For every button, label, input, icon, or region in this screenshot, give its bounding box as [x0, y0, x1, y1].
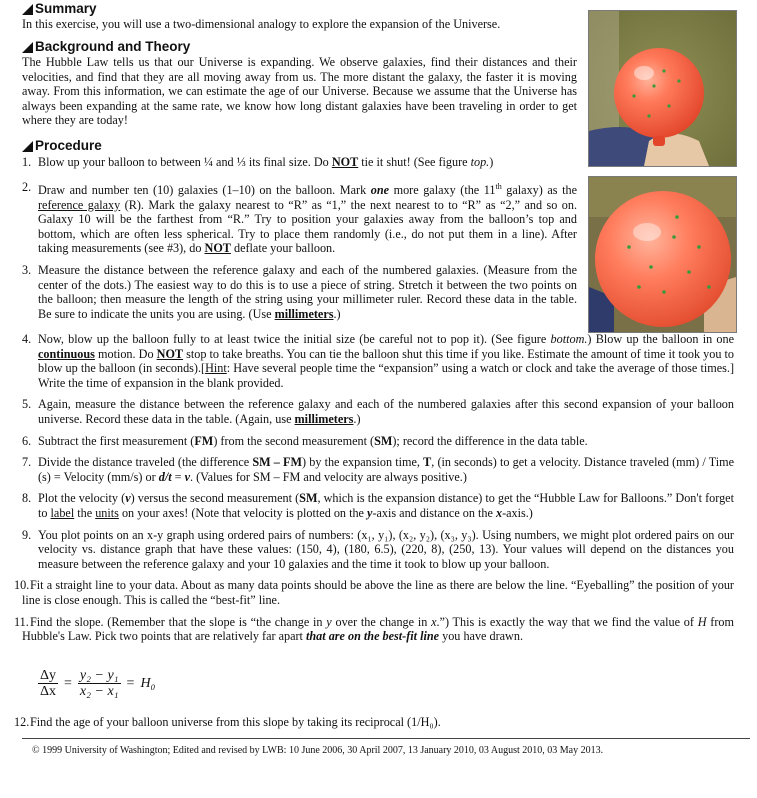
balloon-large-image — [589, 177, 736, 332]
triangle-bullet-icon — [22, 42, 33, 53]
footer-copyright: © 1999 University of Washington; Edited and revised by LWB: 10 June 2006, 30 April 2007, 13 January 2010, 03 August 2010, 03 May 2013. — [32, 745, 604, 756]
background-text: The Hubble Law tells us that our Universe is expanding. We observe galaxies, find their distances and their velocities, and find that they are all moving away from us. The more distant the galaxy, the faster it is moving away. From this information, we can estimate the age of our Universe. Because we assume that the Universe has always been expanding at the same rate, we know how long distant galaxies have been traveling in order to get where they are today! — [22, 55, 577, 128]
summary-section — [22, 1, 577, 32]
procedure-steps-bottom — [14, 332, 735, 644]
procedure-step-10: 10.Fit a straight line to your data. About as many data points should be above the line as there are below the line. “Eyeballing” the position of your line is close enough. This is called the “best-fit” line. — [14, 578, 734, 607]
procedure-step-9: 9. You plot points on an x-y graph using ordered pairs of numbers: (x₁, y₁), (x₂, y₂), (x₃, y₃). Using numbers, we might plot ordered pairs on our velocity vs. distance graph that have these values: (150, 4), (180, 6.5), (220, 8), (250, 13). Your values will depend on the distances you measure between the reference galaxy and your 10 galaxies and the time it took to blow up your balloon. — [22, 527, 734, 571]
procedure-step-7: 7. Divide the distance traveled (the difference SM – FM) by the expansion time, T, (in seconds) to get a velocity. Distance traveled (mm) / Time (s) = Velocity (mm/s) or d/t = v. (Values for SM – FM and velocity are always positive.) — [22, 455, 734, 484]
procedure-steps-3 — [22, 263, 577, 321]
procedure-step-11: 11.Find the slope. (Remember that the slope is “the change in y over the change in x.”) This is exactly the way that we find the value of H from Hubble's Law. Pick two points that are relatively far apart that are on the best-fit line you have drawn. — [14, 614, 734, 644]
summary-heading: Summary — [22, 1, 577, 17]
footer-divider — [22, 738, 750, 739]
balloon-small-image — [589, 11, 736, 166]
procedure-step-8: 8. Plot the velocity (v) versus the second measurement (SM, which is the expansion distance) to get the “Hubble Law for Balloons.” Don't forget to label the units on your axes! (Note that velocity is plotted on the y-axis and distance on the x-axis.) — [22, 491, 734, 520]
procedure-step-5: 5. Again, measure the distance between the reference galaxy and each of the numbered galaxies after this second expansion of your balloon universe. Record these data in the table. (Again, use millimeters.) — [22, 397, 734, 426]
procedure-section — [22, 138, 577, 154]
delta-fraction: $\frac{\Delta y}{\Delta x}$ — [40, 668, 57, 699]
procedure-step-2: 2. Draw and number ten (10) galaxies (1–10) on the balloon. Mark one more galaxy (the 11th galaxy) as the reference galaxy (R). Mark the galaxy nearest to “R” as “1,” the next nearest to to “R” as “2,” and so on. Galaxy 10 will be the farthest from “R.” Try to position your galaxies away from the balloon’s top and bottom, which are often less spherical. Try to place them randomly (i.e., do not put them in a line). After taking measurements (see #3), do NOT deflate your balloon. — [22, 180, 578, 256]
hubble-constant: H₀ — [140, 676, 156, 691]
triangle-bullet-icon — [22, 4, 33, 15]
balloon-photo-bottom — [588, 176, 737, 333]
points-fraction: $\frac{\text{y₂ − y₁}}{\text{x₂ − x₁}}$ — [79, 668, 119, 699]
procedure-step-1: 1. Blow up your balloon to between ¼ and ⅓ its final size. Do NOT tie it shut! (See figure top.) — [22, 155, 494, 169]
summary-text: In this exercise, you will use a two-dimensional analogy to explore the expansion of the Universe. — [22, 17, 501, 31]
procedure-step-6: 6. Subtract the first measurement (FM) from the second measurement (SM); record the difference in the data table. — [22, 433, 588, 448]
background-section — [22, 39, 577, 128]
procedure-steps-top — [22, 155, 577, 170]
procedure-steps-last — [14, 715, 734, 730]
procedure-step-12: 12.Find the age of your balloon universe from this slope by taking its reciprocal (1/H₀). — [14, 715, 441, 729]
procedure-step-3: 3. Measure the distance between the reference galaxy and each of the numbered galaxies. (Measure from the center of the dots.) The easiest way to do this is to use a piece of string. Stretch it between the two points on the balloon; then measure the length of the string using your millimeter ruler. Record these data in the table. Be sure to indicate the units you are using. (Use millimeters.) — [22, 263, 577, 321]
background-heading: Background and Theory — [22, 39, 577, 55]
balloon-photo-top — [588, 10, 737, 167]
triangle-bullet-icon — [22, 141, 33, 152]
procedure-step-4: 4. Now, blow up the balloon fully to at least twice the initial size (be careful not to pop it). (See figure bottom.) Blow up the balloon in one continuous motion. Do NOT stop to take breaths. You can tie the balloon shut this time if you like. Estimate the amount of time it took you to blow up the balloon (in seconds).[Hint: Have several people time the “expansion” using a watch or clock and take the average of those times.] Write the time of expansion in the blank provided. — [22, 332, 735, 390]
procedure-steps-2 — [22, 180, 577, 256]
slope-formula: $\frac{\Delta y}{\Delta x}$ = $\frac{\text{y₂ − y₁}}{\text{x₂ − x₁}}$ = H₀ — [40, 668, 156, 699]
procedure-heading: Procedure — [22, 138, 577, 154]
